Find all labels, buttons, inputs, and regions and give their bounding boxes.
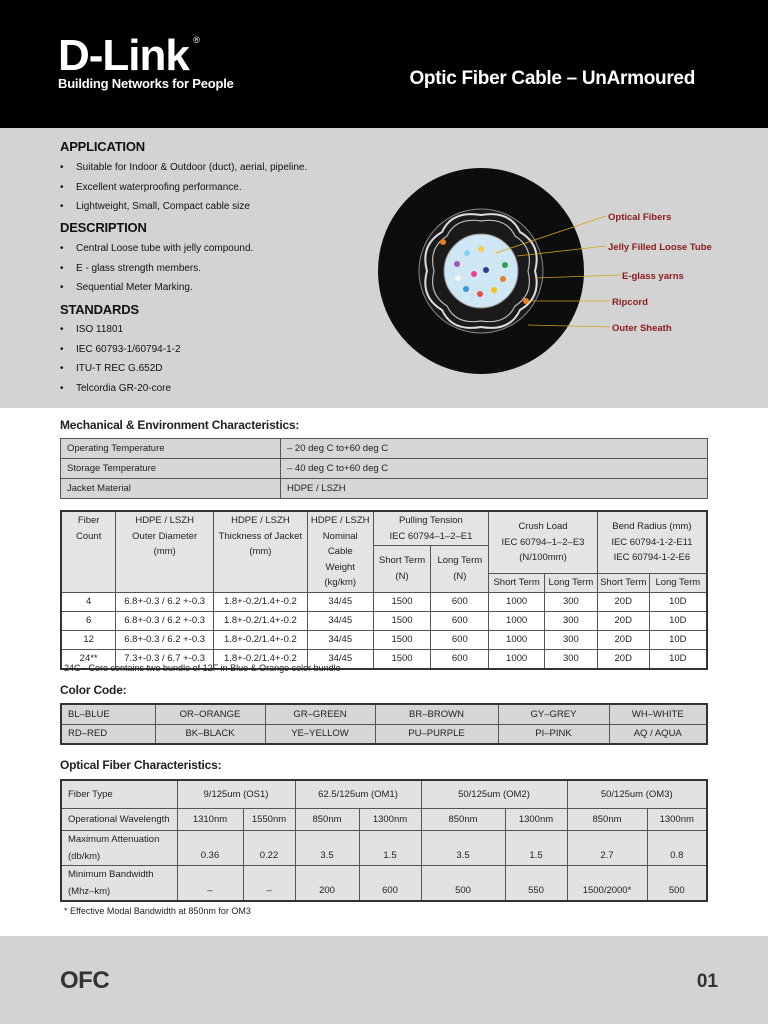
table-cell: 6 <box>61 611 116 630</box>
table-cell: 7.3+-0.3 / 6.7 +-0.3 <box>116 649 214 669</box>
list-item: • IEC 60793-1/60794-1-2 <box>60 343 181 363</box>
header-line: (kg/km) <box>324 577 357 588</box>
table-row <box>61 439 708 459</box>
table-cell: 50/125um (OM3) <box>567 780 707 808</box>
header-bend-short: Short Term <box>597 574 649 593</box>
page-header <box>0 0 768 128</box>
table-cell: – <box>177 865 243 901</box>
table-cell: 20D <box>597 592 649 611</box>
table-cell: 1.8+-0.2/1.4+-0.2 <box>213 649 307 669</box>
table-cell: 0.8 <box>647 830 707 865</box>
table-cell: GY–GREY <box>498 704 609 724</box>
mechanical-heading: Mechanical & Environment Characteristics: <box>60 418 300 432</box>
header-line: Pulling Tension <box>399 515 463 526</box>
outer-sheath-label: Outer Sheath <box>612 323 672 334</box>
table-cell: GR–GREEN <box>265 704 375 724</box>
table-cell: 1000 <box>489 592 545 611</box>
table-row <box>61 592 707 611</box>
standards-list <box>60 323 181 401</box>
row-label-line: (db/km) <box>68 850 101 862</box>
table-row <box>61 630 707 649</box>
document-title: Optic Fiber Cable – UnArmoured <box>409 68 695 89</box>
header-line: Thickness of Jacket <box>218 530 303 542</box>
table-cell: 34/45 <box>307 630 373 649</box>
table-cell: 1000 <box>489 649 545 669</box>
table-cell: 300 <box>545 630 598 649</box>
table-cell: 600 <box>431 592 489 611</box>
table-cell: 1500 <box>373 592 431 611</box>
table-cell: 50/125um (OM2) <box>421 780 567 808</box>
table-row <box>61 830 707 865</box>
table-cell: HDPE / LSZH <box>281 479 708 499</box>
header-pulling-short <box>373 546 431 593</box>
description-list <box>60 242 253 301</box>
application-heading: APPLICATION <box>60 139 145 154</box>
row-label-line: Minimum Bandwidth <box>68 868 154 880</box>
table-cell: 9/125um (OS1) <box>177 780 295 808</box>
footer-product: OFC <box>60 967 110 994</box>
table-cell: BK–BLACK <box>155 724 265 744</box>
table-cell: 0.22 <box>243 830 295 865</box>
header-line: Long Term <box>437 555 483 567</box>
table-cell: 500 <box>647 865 707 901</box>
table-cell: 62.5/125um (OM1) <box>295 780 421 808</box>
table-cell: 300 <box>545 592 598 611</box>
header-line: Weight <box>325 561 355 573</box>
page-number: 01 <box>696 971 718 992</box>
table-cell: – 40 deg C to+60 deg C <box>281 459 708 479</box>
header-line: Crush Load <box>518 521 568 533</box>
table-cell: 1.5 <box>505 830 567 865</box>
jelly-tube-label: Jelly Filled Loose Tube <box>608 242 712 253</box>
list-item: • Sequential Meter Marking. <box>60 281 253 301</box>
optical-fiber-table <box>60 779 708 902</box>
table-cell: YE–YELLOW <box>265 724 375 744</box>
table-cell: 3.5 <box>421 830 505 865</box>
table-cell: BR–BROWN <box>375 704 498 724</box>
standards-heading: STANDARDS <box>60 302 139 317</box>
table-cell: PU–PURPLE <box>375 724 498 744</box>
table-cell: 1500/2000* <box>567 865 647 901</box>
header-line: IEC 60794–1–2–E1 <box>389 530 473 542</box>
list-item: • ISO 11801 <box>60 323 181 343</box>
table-cell: – <box>243 865 295 901</box>
table-cell: 1.8+-0.2/1.4+-0.2 <box>213 630 307 649</box>
table-cell: 600 <box>431 649 489 669</box>
table-cell: 10D <box>649 630 707 649</box>
table-cell: 34/45 <box>307 649 373 669</box>
e-glass-label: E-glass yarns <box>622 271 684 282</box>
table-row <box>61 865 707 901</box>
optical-heading: Optical Fiber Characteristics: <box>60 758 222 772</box>
table-cell: AQ / AQUA <box>609 724 707 744</box>
table-cell <box>61 830 177 865</box>
header-line: Outer Diameter <box>132 530 198 542</box>
table-cell: 1000 <box>489 630 545 649</box>
ripcord-label: Ripcord <box>612 297 648 308</box>
table-cell: 20D <box>597 649 649 669</box>
brand-name: D-Link <box>58 31 189 80</box>
table-row <box>61 808 707 830</box>
table-cell: 600 <box>431 611 489 630</box>
table-cell: 6.8+-0.3 / 6.2 +-0.3 <box>116 611 214 630</box>
table-cell: 1.5 <box>359 830 421 865</box>
list-item: • ITU-T REC G.652D <box>60 362 181 382</box>
optical-fibers-label: Optical Fibers <box>608 212 672 223</box>
table-cell: 500 <box>421 865 505 901</box>
table-cell: Operational Wavelength <box>61 808 177 830</box>
table-cell <box>61 865 177 901</box>
brand-tagline: Building Networks for People <box>58 76 234 91</box>
table-cell: RD–RED <box>61 724 155 744</box>
header-line: HDPE / LSZH <box>310 515 370 526</box>
loose-tube-shape <box>444 234 518 308</box>
table-cell: 850nm <box>421 808 505 830</box>
table-cell: 24** <box>61 649 116 669</box>
list-item: • Lightweight, Small, Compact cable size <box>60 200 307 220</box>
table-row <box>61 724 707 744</box>
header-line: Bend Radius (mm) <box>612 521 692 533</box>
table-row <box>61 479 708 499</box>
header-line: (N/100mm) <box>519 552 567 564</box>
table-cell: 600 <box>359 865 421 901</box>
row-label-line: Maximum Attenuation <box>68 833 160 845</box>
table-cell: 20D <box>597 630 649 649</box>
header-line: IEC 60794-1-2-E11 <box>611 536 693 548</box>
table-cell: 20D <box>597 611 649 630</box>
table-cell: PI–PINK <box>498 724 609 744</box>
page-footer <box>0 936 768 1024</box>
table-cell: – 20 deg C to+60 deg C <box>281 439 708 459</box>
mechanical-table <box>60 438 708 499</box>
table-cell: 1.8+-0.2/1.4+-0.2 <box>213 611 307 630</box>
table-cell: 1300nm <box>359 808 421 830</box>
color-code-table <box>60 703 708 745</box>
header-pulling-long <box>431 546 489 593</box>
header-jacket-thickness <box>213 511 307 592</box>
table-cell: 1500 <box>373 611 431 630</box>
table-row <box>61 611 707 630</box>
table-cell: 200 <box>295 865 359 901</box>
table-cell: 6.8+-0.3 / 6.2 +-0.3 <box>116 630 214 649</box>
table-cell: 1500 <box>373 649 431 669</box>
table-cell: 12 <box>61 630 116 649</box>
table-cell: OR–ORANGE <box>155 704 265 724</box>
registered-mark: ® <box>193 35 199 45</box>
list-item: • Central Loose tube with jelly compound. <box>60 242 253 262</box>
table-cell: 1550nm <box>243 808 295 830</box>
header-bend-radius <box>597 511 707 574</box>
header-outer-diameter <box>116 511 214 592</box>
table-cell: 1500 <box>373 630 431 649</box>
table-cell: 850nm <box>295 808 359 830</box>
table-cell: 10D <box>649 649 707 669</box>
header-line: Short Term <box>378 555 426 567</box>
table-cell: 550 <box>505 865 567 901</box>
header-pulling-tension <box>373 511 489 546</box>
cable-spec-table <box>60 510 708 670</box>
table-row <box>61 704 707 724</box>
table-cell: 34/45 <box>307 611 373 630</box>
application-list <box>60 161 307 220</box>
header-line: IEC 60794–1–2–E3 <box>501 536 585 548</box>
table-cell: 10D <box>649 592 707 611</box>
table-header-row <box>61 511 707 546</box>
header-line: (mm) <box>249 546 272 557</box>
list-item: • Telcordia GR-20-core <box>60 382 181 402</box>
header-line: HDPE / LSZH <box>231 515 290 526</box>
color-code-heading: Color Code: <box>60 683 127 697</box>
table-cell: Jacket Material <box>61 479 281 499</box>
table-row <box>61 459 708 479</box>
header-crush-long: Long Term <box>545 574 598 593</box>
header-line: IEC 60794-1-2-E6 <box>613 552 691 564</box>
header-fiber-count: Fiber Count <box>61 511 116 592</box>
list-item: • Suitable for Indoor & Outdoor (duct), aerial, pipeline. <box>60 161 307 181</box>
table-row <box>61 780 707 808</box>
spec-footnote: 24C - Core contains two bundle of 12F in Blue & Orange color bundle <box>64 663 341 673</box>
table-cell: 1300nm <box>505 808 567 830</box>
row-label-line: (Mhz–km) <box>68 885 111 897</box>
table-cell: WH–WHITE <box>609 704 707 724</box>
table-cell: 1310nm <box>177 808 243 830</box>
header-crush-short: Short Term <box>489 574 545 593</box>
table-cell: 4 <box>61 592 116 611</box>
header-line: Nominal Cable <box>322 530 358 557</box>
header-line: (mm) <box>153 546 176 557</box>
table-cell: 0.36 <box>177 830 243 865</box>
table-cell: Operating Temperature <box>61 439 281 459</box>
table-cell: 300 <box>545 649 598 669</box>
table-cell: 2.7 <box>567 830 647 865</box>
brand-logo <box>58 31 199 80</box>
table-cell: 600 <box>431 630 489 649</box>
table-cell: BL–BLUE <box>61 704 155 724</box>
table-cell: Fiber Type <box>61 780 177 808</box>
table-cell: 3.5 <box>295 830 359 865</box>
table-cell: Storage Temperature <box>61 459 281 479</box>
header-crush-load <box>489 511 598 574</box>
list-item: • Excellent waterproofing performance. <box>60 181 307 201</box>
table-cell: 1300nm <box>647 808 707 830</box>
header-weight <box>307 511 373 592</box>
description-heading: DESCRIPTION <box>60 220 147 235</box>
header-bend-long: Long Term <box>649 574 707 593</box>
optical-footnote: * Effective Modal Bandwidth at 850nm for OM3 <box>64 906 251 916</box>
table-cell: 850nm <box>567 808 647 830</box>
ripcord-shape <box>440 239 446 245</box>
header-line: (N) <box>395 570 409 582</box>
cable-cross-section-diagram <box>370 160 712 390</box>
header-line: HDPE / LSZH <box>135 515 194 526</box>
table-cell: 300 <box>545 611 598 630</box>
table-cell: 6.8+-0.3 / 6.2 +-0.3 <box>116 592 214 611</box>
list-item: • E - glass strength members. <box>60 262 253 282</box>
header-line: (N) <box>453 570 467 582</box>
table-cell: 10D <box>649 611 707 630</box>
table-cell: 1.8+-0.2/1.4+-0.2 <box>213 592 307 611</box>
table-cell: 34/45 <box>307 592 373 611</box>
table-cell: 1000 <box>489 611 545 630</box>
